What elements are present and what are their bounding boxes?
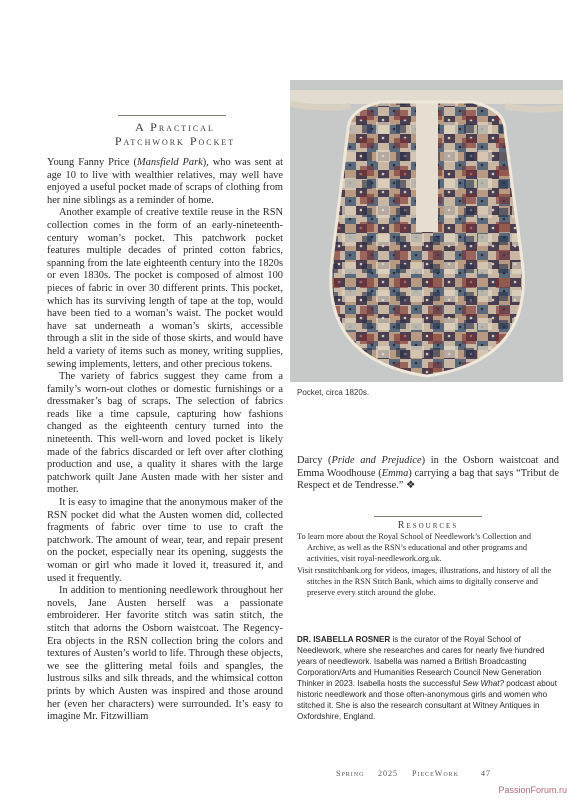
section-heading-line2: Patchwork Pocket [114,134,236,148]
resources-item: Visit rsnstitchbank.org for videos, images, illustrations, and history of all the stitches in the RSN Stitch Bank, which aims to digitally conserve and preserve every stitch around the globe. [297,566,552,597]
bio-text-2: podcast about historic needlework and those often-anonymous girls and women who stitched it. She is also the research consultant at Witney Antiques in Oxfordshire, England. [297,679,558,721]
text-run: ) carrying a bag that says “Tribut de Respect et de Tendresse.” [297,467,559,492]
watermark: PassionForum.ru [498,785,567,795]
title-italic: Emma [381,467,409,479]
footer-year: 2025 [378,769,398,778]
photo-caption: Pocket, circa 1820s. [297,388,370,397]
article-continuation [297,455,559,493]
text-run: Another example of creative textile reuse in the RSN collection comes in the form of an early-nineteenth-century woman’s pocket. This patchwork pocket features multiple decades of printed cotton fabrics, spanning from the late eighteenth century into the 1820s or even 1830s. The pocket is composed of almost 100 pieces of fabric in over 30 different prints. This pocket, which has its surviving length of tape at the top, would have been tied to a woman’s waist. The pocket would have sat underneath a woman’s skirts, accessible through a slit in the side of those skirts, and would have held a variety of items such as money, writing supplies, sewing implements, letters, and other precious tokens. [47,207,283,370]
text-run: Young Fanny Price ( [47,157,137,168]
heading-rule-top [118,115,226,116]
section-heading [60,120,290,148]
text-run: ) in the Osborn waistcoat and Emma Woodhouse ( [297,455,560,479]
text-run: It is easy to imagine that the anonymous maker of the RSN pocket did what the Austen women did, collected fragments of fabric over time to use to craft the patchwork. The amount of wear, tear, and repair present on the pocket, especially near its opening, suggests the woman or girl who made it loved it, treasured it, and used it frequently. [47,497,283,584]
bio-text-1: is the curator of the Royal School of Needlework, where she researches and cares for nearly five hundred years of needlework. Isabella was named a British Broadcasting Corporation/Arts and Humanities Research Council New Generation Thinker in 2023. Isabella hosts the successful [297,635,545,688]
author-bio [297,634,559,722]
body-paragraph [47,497,283,585]
resources-heading: Resources [397,520,459,531]
body-paragraph [47,207,283,371]
section-heading-line1: A Practical [135,120,215,134]
text-run: In addition to mentioning needlework throughout her novels, Jane Austen herself was a passionate embroiderer. Her favorite stitch was satin stitch, the stitch that adorns the Osborn waistcoat. The Regency-Era objects in the RSN collection bring the colors and textures of Austen’s world to life. Through these objects, we see the glittering metal foils and spangles, the lustrous silks and silk threads, and the whimsical cotton prints by which Austen was inspired and those around her (even her characters) were surrounded. It’s easy to imagine Mr. Fitzwilliam [47,585,283,723]
resources-item: To learn more about the Royal School of Needlework’s Collection and Archive, as well as the RSN’s educational and other programs and activities, visit royal-needlework.org.uk. [297,532,531,563]
body-paragraph [47,371,283,497]
podcast-title: Sew What? [462,679,504,688]
page-number: 47 [481,769,491,778]
article-body [47,157,283,724]
title-italic: Mansfield Park [136,157,203,168]
text-run: ), who was sent at age 10 to live with wealthier relatives, may well have enjoyed a useful pocket made of scraps of clothing from her nine siblings as a reminder of home. [47,157,284,206]
resources-list [297,532,559,599]
footer-magazine: PieceWork [412,769,459,778]
author-name: DR. ISABELLA ROSNER [297,635,391,644]
body-paragraph [297,455,559,493]
footer-season: Spring [336,769,365,778]
resources-rule [374,516,482,517]
patchwork-pocket-photo [290,80,563,382]
text-run: ❖ [406,480,416,492]
title-italic: Pride and Prejudice [331,455,422,466]
text-run: The variety of fabrics suggest they came from a family’s worn-out clothes or domestic furnishings or a dressmaker’s bag of scraps. The selection of fabrics reads like a time capsule, capturing how fashions changed as the eighteenth century turned into the nineteenth. This well-worn and loved pocket is likely made of the fabrics discarded or left over after clothing production and use, a quality it shares with the large patchwork quilt Jane Austen made with her sister and mother. [47,371,283,496]
body-paragraph [47,157,283,207]
text-run: Darcy ( [297,455,332,466]
body-paragraph [47,585,283,724]
patchwork-pocket-image [290,80,563,382]
